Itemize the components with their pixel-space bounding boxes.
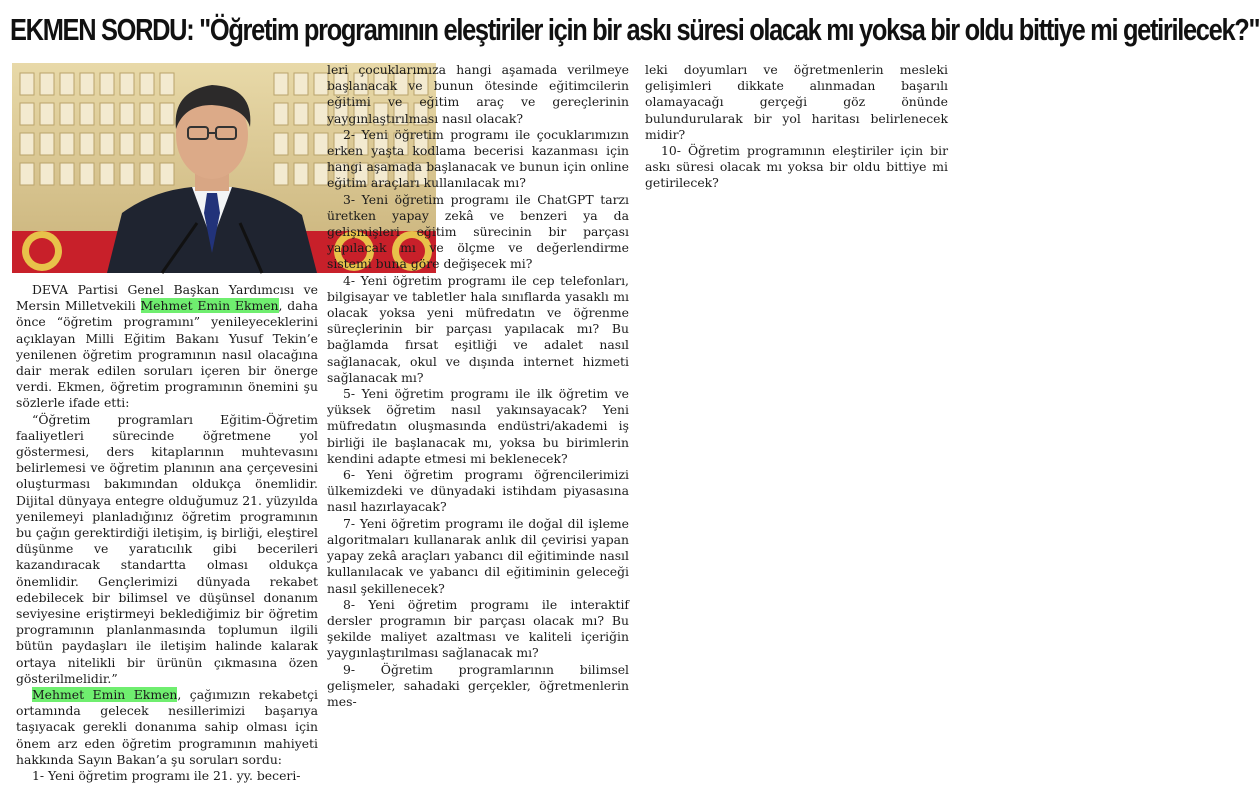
question-3: 3- Yeni öğretim programı ile ChatGPT tarzı üretken yapay zekâ ve benzeri ya da gelişmişleri eğitim sürecinin bir parçası yapılacak mı ve ölçme ve değerlendirme sistemi buna göre değişecek mi? <box>327 191 629 272</box>
column-1 <box>16 282 318 784</box>
question-1-start: 1- Yeni öğretim programı ile 21. yy. beceri- <box>32 768 301 784</box>
question-9-start: 9- Öğretim programlarının bilimsel gelişmeler, sahadaki gerçekler, öğretmenlerin mes- <box>327 661 629 709</box>
question-5: 5- Yeni öğretim programı ile ilk öğretim ve yüksek öğretim nasıl yakınsayacak? Yeni müfredatın oluşmasında endüstri/akademi iş birliği ile başlanacak mı, yoksa bu birimlerin kendini adapte etmesi mi beklenecek? <box>327 386 629 466</box>
question-10: 10- Öğretim programının eleştiriler için bir askı süresi olacak mı yoksa bir oldu bittiye mi getirilecek? <box>645 143 948 191</box>
headline: EKMEN SORDU: "Öğretim programının eleştiriler için bir askı süresi olacak mı yoksa bir oldu bittiye mi getirilecek?" <box>10 12 1259 47</box>
question-7: 7- Yeni öğretim programı ile doğal dil işleme algoritmaları kullanarak anlık dil çevirisi yapan yapay zekâ araçları yabancı dil eğitiminde nasıl kullanılacak ve yabancı dil eğitiminin geleceği nasıl şekillenecek? <box>327 515 629 596</box>
question-4: 4- Yeni öğretim programı ile cep telefonları, bilgisayar ve tabletler hala sınıflarda yasaklı mı olacak yoksa yeni müfredatın ve öğrenme süreçlerinin bir parçası yapılacak mı? Bu bağlamda fırsat eşitliği ve adalet nasıl sağlanacak, okul ve dışında internet hizmeti sağlanacak mı? <box>327 272 629 385</box>
column-3 <box>645 62 948 192</box>
question-2: 2- Yeni öğretim programı ile çocuklarımızın erken yaşta kodlama becerisi kazanması için hangi aşamada başlanacak ve bunun için online eğitim araçları kullanılacak mı? <box>327 126 629 191</box>
question-6: 6- Yeni öğretim programı öğrencilerimizi ülkemizdeki ve dünyadaki istihdam piyasasına nasıl hazırlayacak? <box>327 467 629 515</box>
question-9-end: leki doyumları ve öğretmenlerin mesleki gelişimleri dikkate alınmadan başarılı olamayacağı gerçeği göz önünde bulundurularak bir yol haritası belirlenecek midir? <box>645 62 948 142</box>
column-2 <box>327 62 629 710</box>
question-8: 8- Yeni öğretim programı ile interaktif dersler programın bir parçası olacak mı? Bu şekilde maliyet azaltması ve kaliteli içeriğin yaygınlaştırılması sağlanacak mı? <box>327 596 629 661</box>
intro-paragraph: DEVA Partisi Genel Başkan Yardımcısı ve Mersin Milletvekili Mehmet Emin Ekmen, daha önce “öğretim programını” yenileyeceklerini açıklayan Milli Eğitim Bakanı Yusuf Tekin’e yenilenen öğretim programının nasıl olacağına dair merak edilen soruları içeren bir önerge verdi. Ekmen, öğretim programının önemini şu sözlerle ifade etti: <box>16 282 318 411</box>
question-1-end: leri çocuklarımıza hangi aşamada verilmeye başlanacak ve bunun ötesinde eğitimcilerin eğitimi ve eğitim araç ve gereçlerinin yaygınlaştırılması nasıl olacak? <box>327 62 629 126</box>
questions-intro-paragraph: Mehmet Emin Ekmen, çağımızın rekabetçi ortamında gelecek nesillerimizi başarıya taşıyacak gerekli donanıma sahip olması için önem arz eden öğretim programının mahiyeti hakkında Sayın Bakan’a şu soruları sordu: <box>16 687 318 767</box>
highlighted-name: Mehmet Emin Ekmen <box>32 687 178 703</box>
quote-paragraph: “Öğretim programları Eğitim-Öğretim faaliyetleri sürecinde öğretmene yol göstermesi, ders kitaplarının muhtevasını belirlemesi ve öğretim planının ana çerçevesini oluşturması bakımından oldukça önemlidir. Dijital dünyaya entegre olduğumuz 21. yüzyılda yenilemeyi planladığınız öğretim programının bu çağın gerektirdiği iletişim, iş birliği, eleştirel düşünme ve yaratıcılık gibi becerileri kazandıracak standartta olması oldukça önemlidir. Gençlerimizi dünyada rekabet edebilecek bir bilimsel ve düşünsel donanım seviyesine eriştirmeyi beklediğimiz bir öğretim programının planlanmasında toplumun ilgili bütün paydaşları ile iletişim halinde kalarak ortaya nitelikli bir ürünün çıkmasına özen gösterilmelidir.” <box>16 411 318 686</box>
highlighted-name: Mehmet Emin Ekmen <box>140 298 279 314</box>
